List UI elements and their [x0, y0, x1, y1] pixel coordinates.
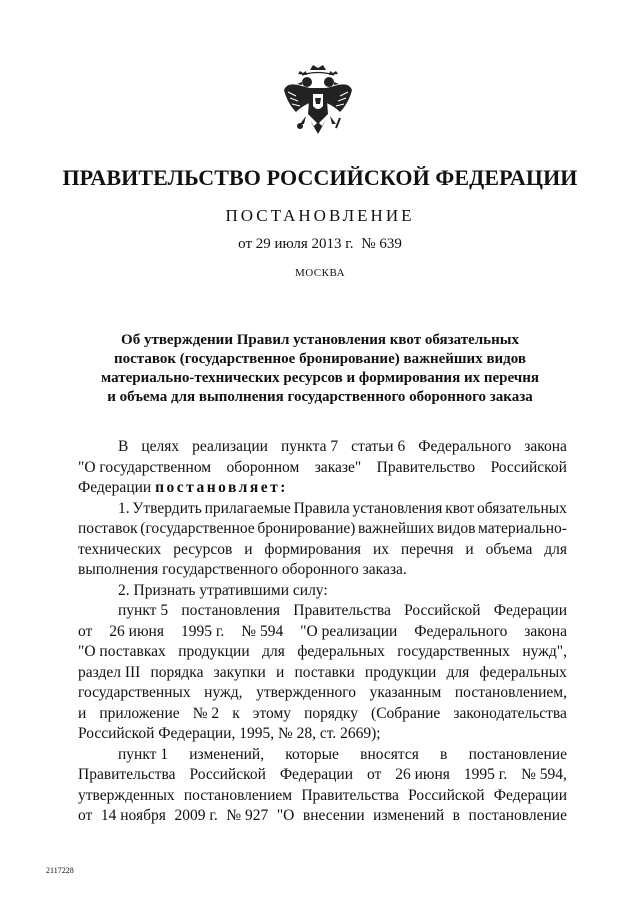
body-word: 1. [118, 499, 130, 517]
body-word: для [544, 540, 567, 558]
body-word: вносятся [360, 745, 419, 763]
body-line [78, 745, 567, 766]
body-word: от [78, 622, 93, 640]
body-word: ресурсов [173, 540, 233, 558]
body-line [78, 458, 567, 479]
body-word: от [366, 766, 382, 783]
body-line [78, 704, 567, 725]
body-line: 2. Признать утратившими силу: [118, 581, 328, 599]
body-word: формирования [264, 540, 362, 558]
footer-code: 2117228 [46, 866, 74, 875]
body-word: Федерального [418, 438, 512, 455]
body-word: постановление [468, 807, 567, 824]
body-word: Российской [404, 602, 481, 619]
body-word: № 594, [521, 766, 567, 783]
body-word: Правительства [78, 766, 176, 783]
body-word: бронирование) [257, 520, 356, 537]
body-word: реализации [192, 438, 268, 455]
body-word: этому [252, 704, 292, 722]
body-word: Федерации [493, 786, 567, 804]
body-word: видов [436, 520, 476, 537]
title-line: материально-технических ресурсов и формирования их перечня [101, 370, 539, 386]
body-word: Федерации [279, 766, 354, 783]
body-word: их [372, 540, 389, 558]
decree-date-line [0, 236, 640, 253]
body-word: Российской [490, 458, 567, 476]
body-word: изменений, [189, 745, 265, 763]
body-word: постановлением [183, 786, 293, 804]
body-line [78, 663, 567, 684]
body-word: Правительства [301, 786, 399, 804]
body-word: внесении [302, 807, 365, 824]
body-word: Утвердить [132, 499, 202, 517]
body-line [78, 806, 567, 827]
body-line [78, 437, 567, 458]
decree-number: 639 [379, 236, 402, 252]
body-word: и [244, 540, 253, 558]
title-line: поставок (государственное бронирование) важнейших видов [113, 351, 527, 367]
body-word: материально- [478, 520, 567, 537]
body-word: обязательных [477, 499, 567, 517]
body-word: важнейших [358, 520, 435, 537]
russian-coat-of-arms-icon [280, 62, 356, 144]
body-word: оборонном [226, 458, 300, 476]
body-word: прилагаемые [204, 499, 291, 517]
body-word: "О поставках [78, 643, 166, 660]
body-word: Правительства [293, 602, 391, 619]
body-word: в [440, 745, 448, 763]
body-word: целях [141, 438, 180, 455]
body-word: постановление [468, 745, 567, 763]
body-word: утвержденного [256, 684, 356, 701]
body-word: указанным [369, 684, 442, 701]
body-word: нужд", [522, 643, 567, 660]
body-word: закупки [213, 663, 266, 681]
body-word: раздел III [78, 663, 141, 681]
body-word: 26 июня [109, 622, 164, 640]
body-line [78, 499, 567, 520]
body-line: Российской Федерации, 1995, № 28, ст. 2669); [78, 725, 381, 742]
body-word: и [465, 540, 474, 558]
body-word: в [452, 807, 460, 824]
body-word: "О реализации [300, 622, 398, 640]
body-word: заказе" [314, 458, 362, 476]
body-word: законодательства [453, 704, 567, 722]
body-line [78, 601, 567, 622]
body-word: № 594 [241, 622, 284, 640]
decree-date: 29 июля 2013 г. [255, 236, 354, 252]
body-line [78, 765, 567, 786]
body-word: для [262, 643, 285, 660]
body-word: закона [524, 438, 567, 455]
body-line [78, 519, 567, 540]
body-word: "О государственном [78, 458, 212, 476]
body-word: продукции [364, 663, 437, 681]
body-word: 14 ноября [100, 807, 166, 824]
body-word: постановления [181, 602, 281, 619]
body-word: приложение [99, 704, 180, 722]
body-word: "О [276, 807, 295, 824]
body-word: 1995 г. [180, 622, 225, 640]
body-word: пункт 1 [118, 745, 169, 763]
body-word: Правительство [376, 458, 476, 476]
body-word: (Собрание [371, 704, 441, 722]
decree-body [78, 437, 567, 827]
body-word: закона [524, 622, 567, 640]
body-line [78, 478, 567, 499]
body-word: нужд, [204, 684, 243, 701]
body-word: от [78, 807, 93, 824]
body-word: № 927 [226, 807, 269, 824]
body-word: порядку [304, 704, 358, 722]
body-word: статьи 6 [351, 438, 406, 455]
body-word: 26 июня [395, 766, 450, 783]
body-line [78, 642, 567, 663]
document-type: ПОСТАНОВЛЕНИЕ [225, 206, 415, 225]
body-line [78, 683, 567, 704]
body-word: продукции [178, 643, 250, 660]
body-line [78, 622, 567, 643]
body-word: и [78, 704, 87, 722]
spaced-keyword: постановляет: [155, 479, 288, 496]
body-word: 2009 г. [174, 807, 218, 824]
body-word: квот [445, 499, 475, 517]
body-word: постановлением, [454, 684, 567, 701]
body-line [78, 540, 567, 561]
body-word: пункта 7 [280, 438, 339, 455]
body-word: поставок [78, 520, 138, 537]
body-line: выполнения государственного оборонного заказа. [78, 561, 407, 578]
body-word: и [276, 663, 285, 681]
decree-title [70, 331, 570, 407]
body-word: поставки [294, 663, 355, 681]
body-word: объема [485, 540, 533, 558]
body-word: (государственное [140, 520, 255, 537]
city: МОСКВА [294, 267, 346, 279]
title-line: Об утверждении Правил установления квот обязательных [121, 332, 519, 348]
body-word: В [118, 438, 129, 455]
title-line: и объема для выполнения государственного оборонного заказа [107, 389, 533, 405]
body-word: государственных [78, 684, 191, 701]
body-word: государственных [397, 643, 510, 660]
body-word: технических [78, 540, 162, 558]
number-sign: № [361, 236, 376, 252]
body-word: Правила [293, 499, 350, 517]
body-word: Российской [189, 766, 266, 783]
body-word: 1995 г. [463, 766, 508, 783]
body-word: № 2 [192, 704, 220, 722]
date-prefix: от [238, 236, 253, 252]
body-word: федеральных [479, 663, 567, 681]
body-word: порядка [150, 663, 204, 681]
body-word: изменений [373, 807, 445, 824]
body-word: перечня [400, 540, 454, 558]
body-word: пункт 5 [118, 602, 169, 619]
body-word: Федерации [493, 602, 567, 619]
body-word: федеральных [297, 643, 385, 660]
body-word: к [232, 704, 240, 722]
body-word: для [446, 663, 470, 681]
body-word: утвержденных [78, 786, 175, 804]
body-word: Российской [408, 786, 485, 804]
body-word: установления [352, 499, 443, 517]
government-name: ПРАВИТЕЛЬСТВО РОССИЙСКОЙ ФЕДЕРАЦИИ [62, 165, 578, 190]
body-text: Федерации [78, 479, 156, 496]
body-word: которые [285, 745, 339, 763]
body-word: Федерального [414, 622, 508, 640]
body-line [78, 786, 567, 807]
